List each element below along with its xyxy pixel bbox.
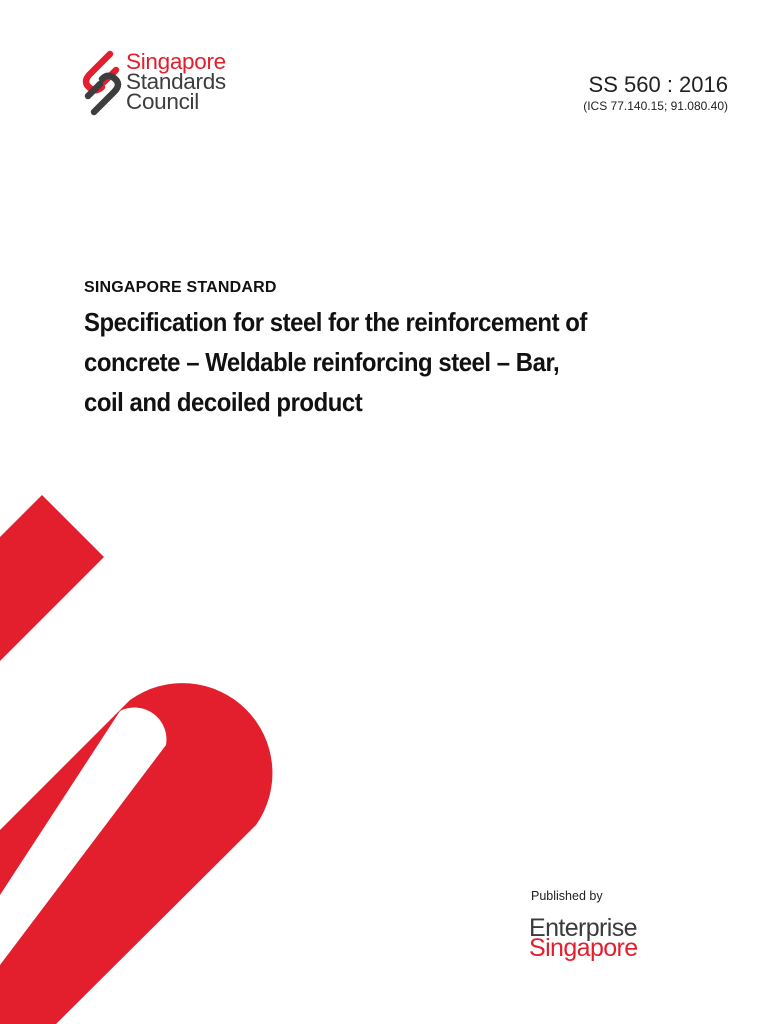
standard-number: SS 560 : 2016 [588, 72, 728, 97]
published-by-label: Published by [531, 889, 603, 903]
logo-text-standards: Standards [126, 69, 226, 94]
document-category: SINGAPORE STANDARD [84, 279, 277, 296]
enterprise-singapore-logo-line2: Singapore [529, 934, 638, 962]
swoosh-hook [0, 683, 272, 1024]
ssc-logo-mark-icon [80, 48, 124, 118]
enterprise-singapore-logo-line1: Enterprise [529, 914, 637, 942]
swoosh-upper-strip [0, 495, 104, 661]
ics-codes: (ICS 77.140.15; 91.080.40) [583, 99, 728, 113]
logo-text-singapore: Singapore [126, 49, 226, 74]
document-title: Specification for steel for the reinforcement of concrete – Weldable reinforcing steel – Bar, coil and decoiled product [84, 307, 587, 417]
red-swoosh-decoration [0, 495, 300, 1024]
logo-text-council: Council [126, 89, 199, 114]
